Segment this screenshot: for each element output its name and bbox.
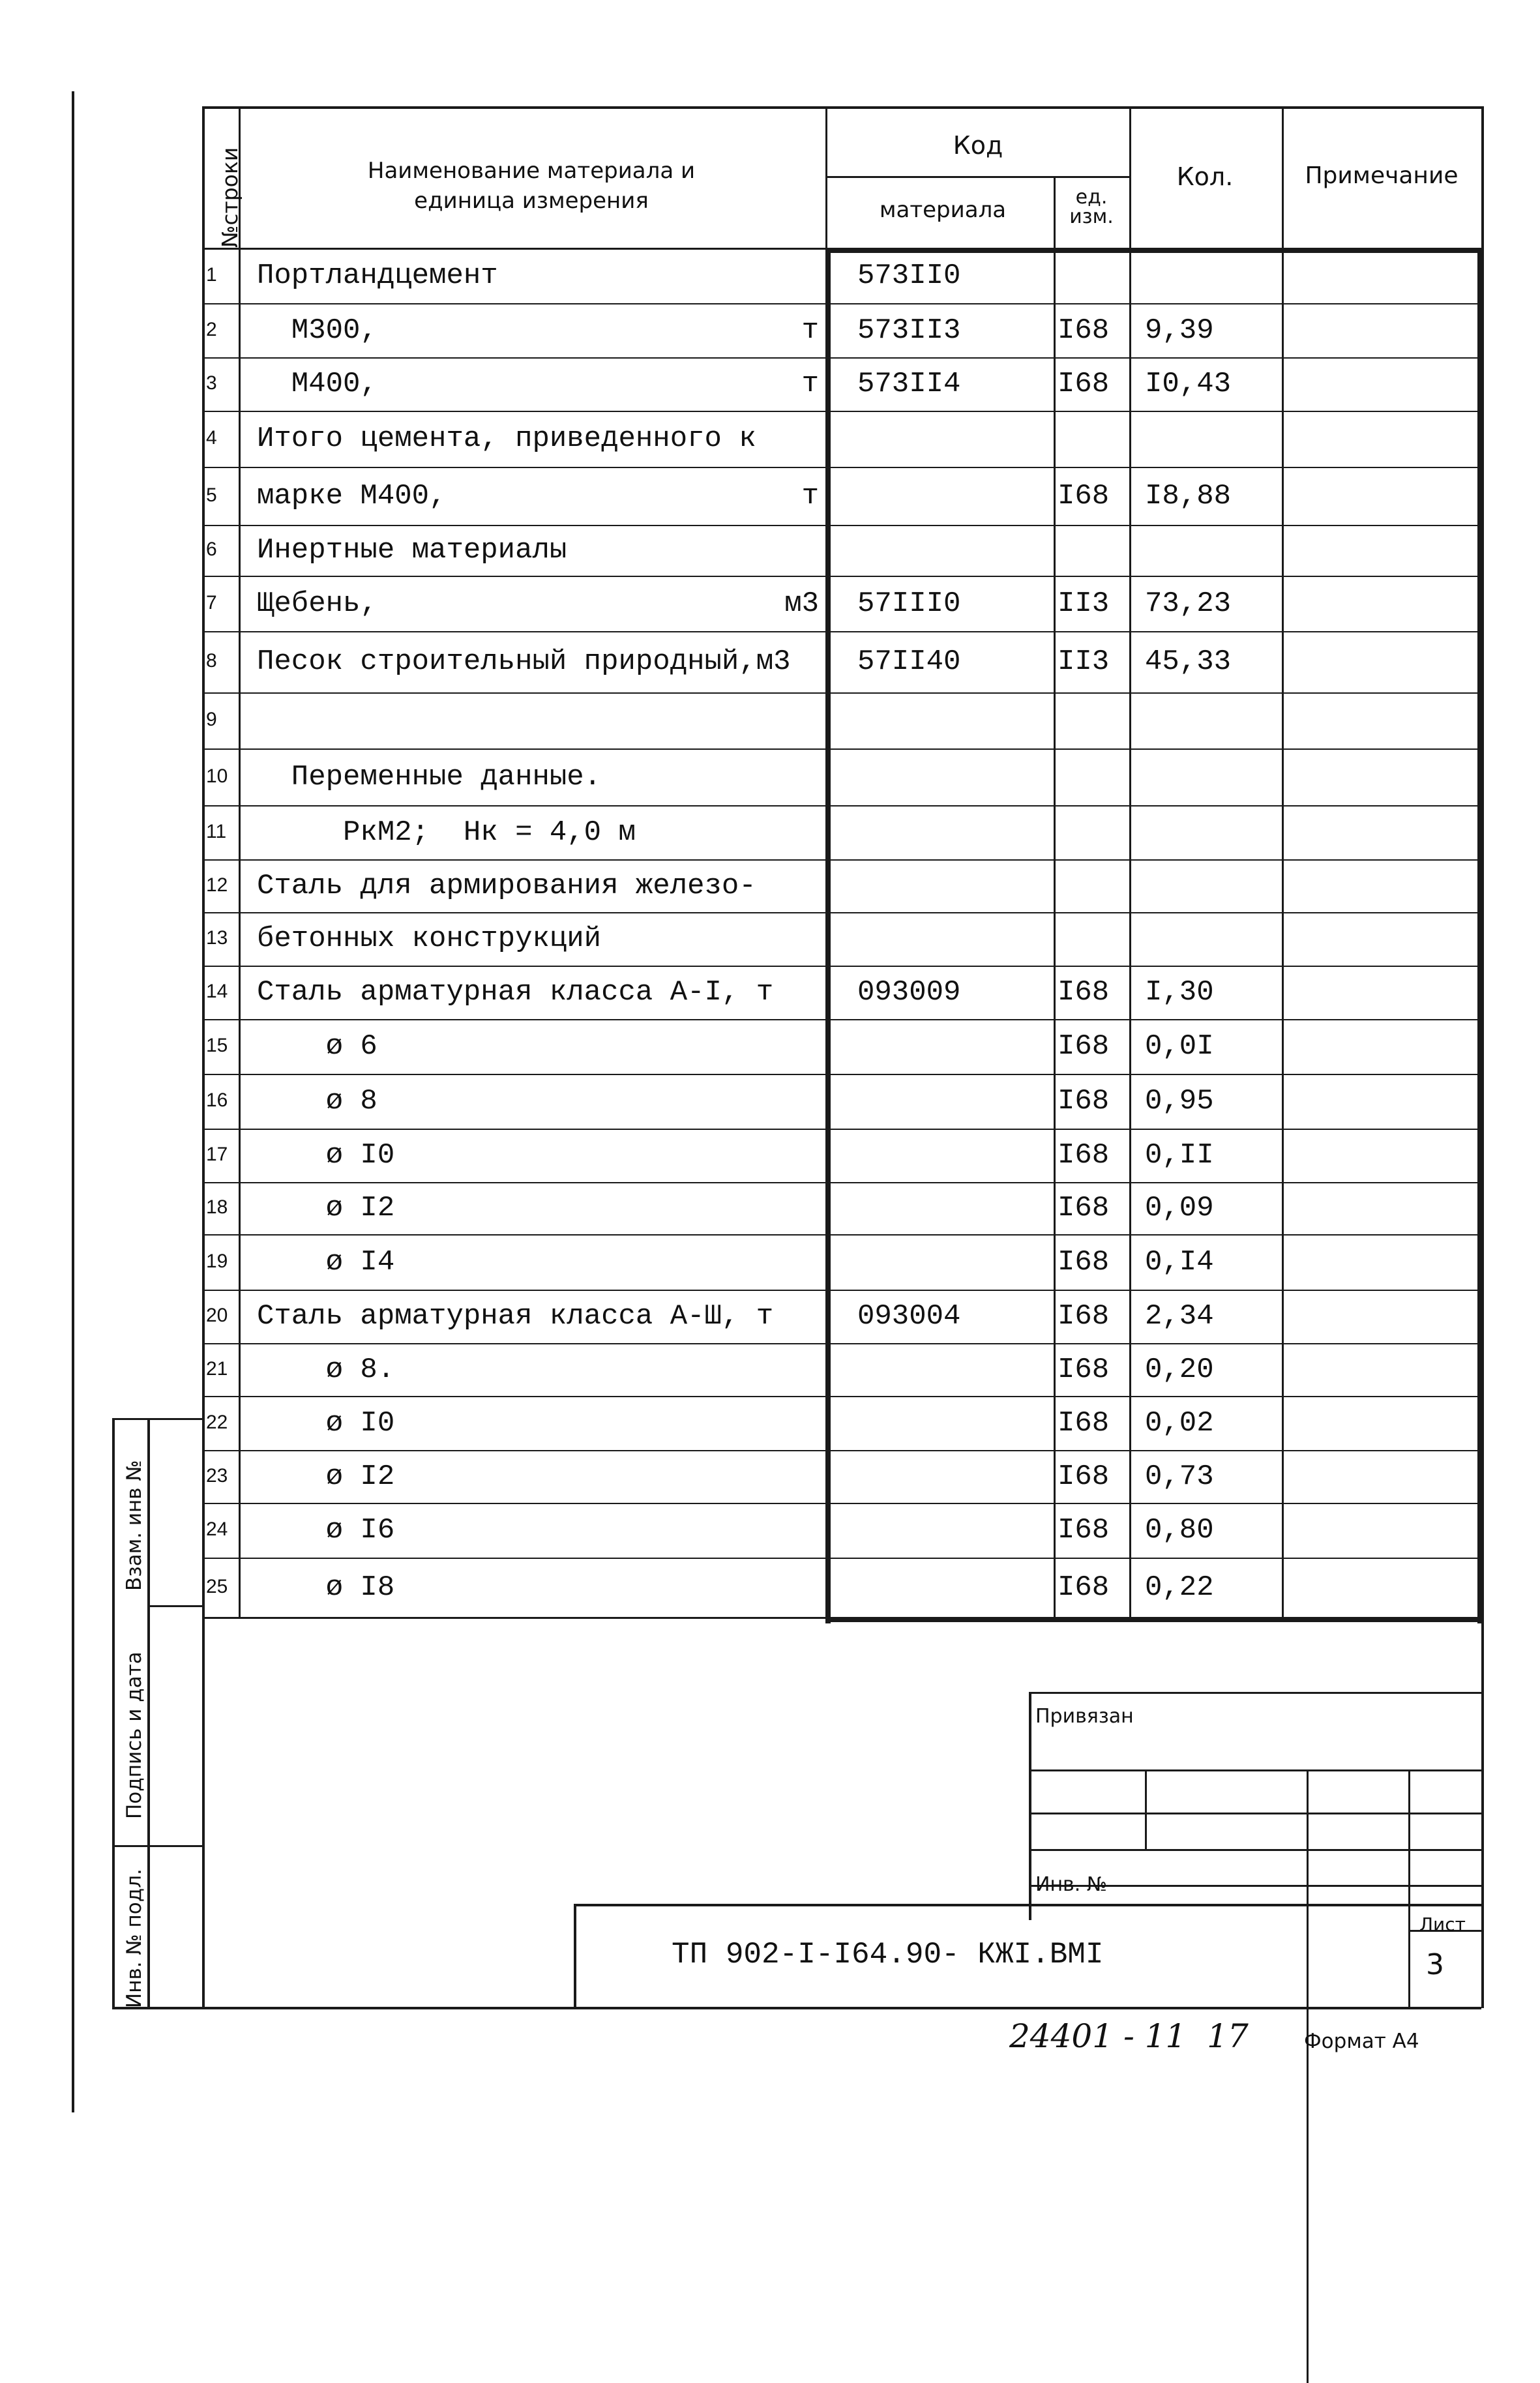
paper-format-label: Формат А4: [1304, 2030, 1419, 2053]
row-number: 16: [206, 1089, 228, 1111]
linked-label: Привязан: [1035, 1705, 1134, 1728]
material-name: ø 8: [257, 1085, 378, 1117]
note-header: Примечание: [1305, 162, 1459, 189]
row-number: 13: [206, 927, 228, 949]
row-line: [202, 411, 1481, 412]
row-line: [202, 467, 1481, 468]
stamp-line: [1029, 1692, 1481, 1694]
row-number: 3: [206, 372, 217, 394]
material-name: Сталь арматурная класса А-I, т: [257, 976, 774, 1009]
col-divider: [1129, 106, 1131, 1617]
material-code: 573II4: [857, 368, 961, 400]
side-strip-line: [147, 1605, 203, 1607]
material-name: Переменные данные.: [257, 760, 602, 793]
material-code: 573II0: [857, 259, 961, 292]
stamp-line: [1307, 1769, 1309, 2383]
col-divider: [239, 106, 241, 1617]
side-strip-line: [147, 1418, 150, 2007]
material-name: ø I0: [257, 1406, 395, 1440]
material-name: Итого цемента, приведенного к: [257, 422, 756, 455]
quantity: 0,02: [1145, 1406, 1214, 1440]
margin-line: [72, 91, 74, 2112]
row-number-header: №строки: [217, 147, 243, 248]
side-strip-line: [112, 1418, 115, 2007]
quantity: 2,34: [1145, 1300, 1214, 1333]
unit-code: I68: [1058, 479, 1110, 512]
material-name: ø I8: [257, 1571, 395, 1604]
stamp-line: [1029, 1769, 1481, 1771]
row-line: [202, 1558, 1481, 1559]
bold-frame: [1477, 248, 1483, 1623]
material-name: ø 6: [257, 1030, 378, 1063]
row-line: [202, 631, 1481, 632]
row-line: [202, 1182, 1481, 1183]
inventory-number-label: Инв. №: [1035, 1873, 1108, 1896]
unit-code: I68: [1058, 1514, 1110, 1547]
row-number: 18: [206, 1196, 228, 1218]
material-name: бетонных конструкций: [257, 923, 602, 955]
unit-code: I68: [1058, 1406, 1110, 1440]
stamp-line: [1481, 1656, 1484, 2008]
row-line: [202, 912, 1481, 913]
unit-code: II3: [1058, 645, 1110, 678]
row-number: 23: [206, 1464, 228, 1487]
row-line: [202, 748, 1481, 750]
quantity: 0,73: [1145, 1460, 1214, 1493]
row-number: 19: [206, 1250, 228, 1272]
unit-code: I68: [1058, 1245, 1110, 1279]
row-number: 9: [206, 709, 217, 730]
material-name: марке М400,: [257, 479, 447, 512]
material-name: Инертные материалы: [257, 534, 567, 567]
name-header: Наименование материала и единица измерения: [367, 158, 696, 214]
stamp-line: [1145, 1769, 1147, 1849]
quantity-header: Кол.: [1176, 162, 1234, 191]
row-line: [202, 692, 1481, 694]
material-name: М300,: [257, 314, 378, 347]
row-line: [202, 805, 1481, 807]
code-header: Код: [953, 131, 1003, 160]
row-line: [202, 525, 1481, 526]
material-name: Сталь арматурная класса А-Ш, т: [257, 1300, 774, 1333]
quantity: 0,22: [1145, 1571, 1214, 1604]
material-name: ø I2: [257, 1460, 395, 1493]
quantity: I8,88: [1145, 479, 1232, 512]
row-number: 5: [206, 484, 217, 506]
unit-code: I68: [1058, 1571, 1110, 1604]
bold-frame: [825, 248, 1481, 253]
unit-code-header: ед. изм.: [1069, 186, 1114, 228]
material-name: РкМ2; Нк = 4,0 м: [257, 816, 636, 849]
quantity: 73,23: [1145, 587, 1232, 620]
row-number: 14: [206, 981, 228, 1002]
material-code: 57III0: [857, 587, 961, 620]
row-line: [202, 1290, 1481, 1291]
col-divider: [1282, 106, 1284, 1617]
material-name: Сталь для армирования железо-: [257, 869, 756, 902]
row-number: 1: [206, 263, 217, 286]
replacement-inventory-label: Взам. инв №: [123, 1460, 146, 1591]
row-number: 8: [206, 650, 217, 672]
row-line: [202, 1234, 1481, 1236]
unit-code: I68: [1058, 368, 1110, 400]
row-number: 12: [206, 874, 228, 896]
row-number: 4: [206, 427, 217, 449]
quantity: 0,09: [1145, 1192, 1214, 1224]
quantity: I,30: [1145, 976, 1214, 1009]
stamp-line: [1408, 1769, 1410, 2007]
material-name: ø I6: [257, 1514, 395, 1547]
material-code-header: материала: [879, 197, 1007, 223]
material-name: Песок строительный природный,м3: [257, 645, 791, 678]
page-bottom-line: [112, 2007, 1481, 2009]
row-number: 21: [206, 1357, 228, 1380]
unit-mark: т: [801, 479, 819, 512]
row-line: [202, 966, 1481, 967]
quantity: 0,I4: [1145, 1245, 1214, 1279]
row-line: [202, 576, 1481, 577]
table-left-border: [202, 106, 205, 2007]
unit-code: I68: [1058, 976, 1110, 1009]
unit-mark: т: [801, 314, 819, 347]
stamp-line: [1029, 1849, 1481, 1851]
row-number: 15: [206, 1035, 228, 1056]
unit-code: I68: [1058, 1139, 1110, 1172]
row-line: [202, 357, 1481, 359]
row-line: [202, 1450, 1481, 1451]
row-line: [202, 1074, 1481, 1075]
row-line: [202, 1396, 1481, 1397]
table-top-border: [202, 106, 1481, 109]
quantity: 0,0I: [1145, 1030, 1214, 1063]
table-bottom-line: [202, 1617, 1481, 1619]
quantity: 9,39: [1145, 314, 1214, 347]
unit-code: I68: [1058, 1085, 1110, 1117]
material-name: ø I2: [257, 1192, 395, 1224]
handwritten-archive-number: 24401 - 11 17: [1009, 2017, 1249, 2055]
quantity: 0,95: [1145, 1085, 1214, 1117]
sheet-label: Лист: [1419, 1914, 1466, 1935]
side-strip-line: [112, 1845, 203, 1847]
material-code: 093004: [857, 1300, 961, 1333]
row-number: 20: [206, 1305, 228, 1326]
unit-code: I68: [1058, 1030, 1110, 1063]
row-line: [202, 859, 1481, 861]
material-code: 573II3: [857, 314, 961, 347]
stamp-line: [574, 1904, 576, 2007]
quantity: 0,80: [1145, 1514, 1214, 1547]
unit-mark: м3: [784, 587, 819, 620]
quantity: 45,33: [1145, 645, 1232, 678]
material-name: Портландцемент: [257, 259, 498, 292]
row-number: 25: [206, 1575, 228, 1597]
row-number: 6: [206, 539, 217, 560]
row-number: 24: [206, 1518, 228, 1540]
row-line: [202, 1503, 1481, 1504]
row-line: [202, 1129, 1481, 1130]
row-number: 11: [206, 820, 227, 842]
row-line: [202, 1019, 1481, 1020]
sheet-number: 3: [1426, 1948, 1444, 1981]
document-code: ТП 902-I-I64.90- КЖI.ВМI: [672, 1938, 1104, 1972]
unit-code: I68: [1058, 1353, 1110, 1386]
bold-frame: [825, 248, 831, 1623]
unit-code: II3: [1058, 587, 1110, 620]
material-name: ø I0: [257, 1139, 395, 1172]
row-number: 7: [206, 591, 217, 614]
unit-code: I68: [1058, 1192, 1110, 1224]
row-number: 10: [206, 765, 228, 787]
material-name: ø I4: [257, 1245, 395, 1279]
material-code: 093009: [857, 976, 961, 1009]
side-strip-line: [112, 1418, 203, 1420]
unit-code: I68: [1058, 314, 1110, 347]
row-line: [202, 303, 1481, 304]
material-name: ø 8.: [257, 1353, 395, 1386]
col-divider: [1054, 176, 1056, 1617]
quantity: I0,43: [1145, 368, 1232, 400]
material-name: Щебень,: [257, 587, 378, 620]
stamp-line: [1029, 1813, 1481, 1814]
unit-code: I68: [1058, 1300, 1110, 1333]
material-code: 57II40: [857, 645, 961, 678]
quantity: 0,20: [1145, 1353, 1214, 1386]
row-number: 17: [206, 1144, 228, 1165]
row-number: 22: [206, 1411, 228, 1433]
quantity: 0,II: [1145, 1139, 1214, 1172]
unit-code: I68: [1058, 1460, 1110, 1493]
unit-mark: т: [801, 368, 819, 400]
original-inventory-label: Инв. № подл.: [123, 1869, 146, 2008]
code-subheader-line: [825, 176, 1129, 178]
row-number: 2: [206, 318, 217, 340]
signature-date-label: Подпись и дата: [123, 1651, 146, 1819]
stamp-line: [574, 1904, 1483, 1906]
material-name: М400,: [257, 368, 378, 400]
row-line: [202, 1343, 1481, 1344]
